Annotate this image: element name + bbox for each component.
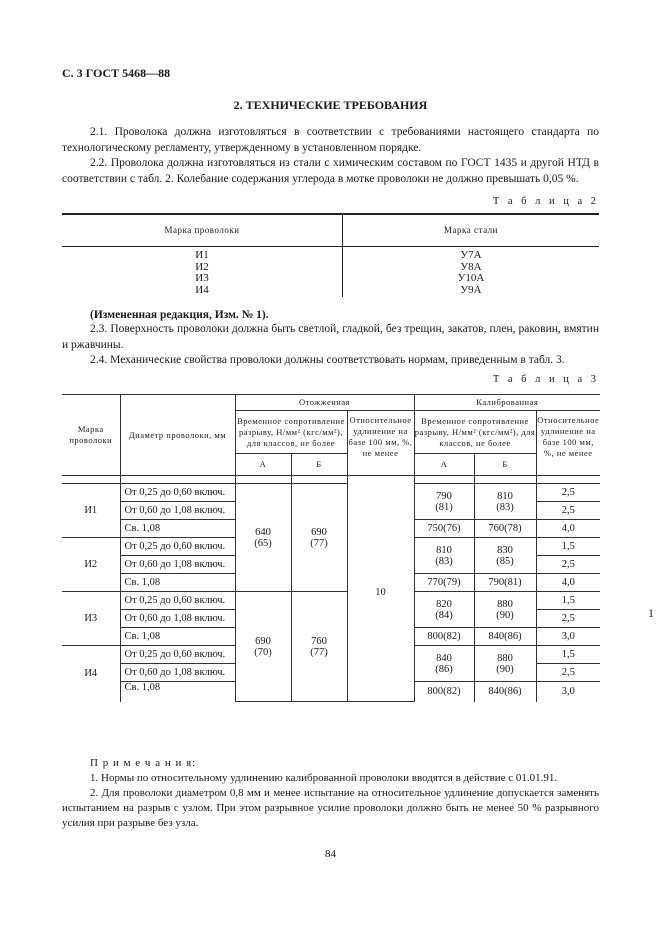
table-3-calibrated-elongation-cell: 2,5: [536, 556, 600, 574]
table-3-diameter-cell: От 0,60 до 1,08 включ.: [120, 664, 235, 682]
table-3-calibrated-a-cell: 800(82): [414, 682, 474, 702]
table-2-wire-cell: И1: [195, 249, 209, 261]
table-3-annealed-header: Отожженная: [235, 395, 414, 411]
table-3-diameter-cell: От 0,25 до 0,60 включ.: [120, 646, 235, 664]
table-3-calibrated-elongation-cell: 3,0: [536, 682, 600, 702]
table-3-diameter-cell: От 0,25 до 0,60 включ.: [120, 538, 235, 556]
table-2-header-rule: [62, 246, 599, 247]
table-2-wire-cell: И3: [195, 272, 209, 284]
page-number: 84: [325, 848, 336, 860]
table-3-calibrated-elongation-cell: 4,0: [536, 520, 600, 538]
table-3-calibrated-elongation-cell: 1,5: [536, 592, 600, 610]
table-3-calibrated-b-cell: 880 (90): [474, 592, 536, 628]
note-2: 2. Для проволоки диаметром 0,8 мм и менее испытание на относительное удлинение допускается заменять испытанием на разрыв с узлом. При этом разрывное усилие проволоки должно быть не менее 50 % разрывного усилия при разрыве без узла.: [62, 787, 599, 829]
table-3: [62, 394, 600, 702]
table-3-class-a-header: А: [235, 454, 291, 476]
table-3-mark-cell: И1: [62, 484, 120, 538]
table-3-calibrated-b-cell: 840(86): [474, 628, 536, 646]
table-3-calibrated-a-cell: 770(79): [414, 574, 474, 592]
table-3-diameter-cell: От 0,60 до 1,08 включ.: [120, 502, 235, 520]
table-3-calibrated-elongation-cell: 1,5: [536, 646, 600, 664]
paragraph-2-4: 2.4. Механические свойства проволоки должны соответствовать нормам, приведенным в табл. 3.: [90, 354, 565, 366]
note-1: 1. Нормы по относительному удлинению калиброванной проволоки вводятся в действие с 01.01.91.: [90, 772, 558, 784]
table-3-annealed-strength-header: Временное сопротивление разрыву, Н/мм² (кгс/мм²), для классов, не более: [235, 411, 347, 454]
table-3-diameter-cell: Св. 1,08: [120, 682, 235, 702]
table-2-steel-cell: У7А: [460, 249, 482, 261]
table-3-mark-cell: И4: [62, 646, 120, 702]
table-3-annealed-a-cell: 640 (65): [235, 484, 291, 592]
table-2-col-steel-header: Марка стали: [444, 225, 498, 235]
table-3-calibrated-elongation-header: Относительное удлинение на базе 100 мм, %, не менее: [536, 411, 600, 476]
table-3-calibrated-elongation-cell: 2,5: [536, 502, 600, 520]
table-3-calibrated-header: Калиброванная: [414, 395, 600, 411]
table-3-calibrated-a-cell: 820 (84): [414, 592, 474, 628]
table-3-calibrated-elongation-cell: 3,0: [536, 628, 600, 646]
table-3-mark-cell: И3: [62, 592, 120, 646]
table-3-annealed-b-cell: 760 (77): [291, 592, 347, 702]
table-2-steel-cell: У9А: [460, 283, 482, 296]
table-3-annealed-elongation-cell: 10: [347, 484, 414, 702]
table-3-diameter-cell: Св. 1,08: [120, 574, 235, 592]
table-3-calibrated-b-cell: 810 (83): [474, 484, 536, 520]
table-3-mark-cell: И2: [62, 538, 120, 592]
table-3-diameter-cell: От 0,60 до 1,08 включ.: [120, 556, 235, 574]
table-3-calibrated-a-cell: 800(82): [414, 628, 474, 646]
table-3-calibrated-strength-header: Временное сопротивление разрыву, Н/мм² (кгс/мм²), для классов, не более: [414, 411, 536, 454]
table-3-calibrated-b-cell: 760(78): [474, 520, 536, 538]
table-2-wire-cell: И4: [195, 283, 209, 296]
revision-note: (Измененная редакция, Изм. № 1).: [90, 309, 269, 321]
table-3-annealed-a-cell: 690 (70): [235, 592, 291, 702]
table-3-diameter-cell: Св. 1,08: [120, 628, 235, 646]
table-3-calibrated-a-cell: 750(76): [414, 520, 474, 538]
table-3-label: Т а б л и ц а 3: [492, 374, 599, 385]
table-3-mark-header: Марка проволоки: [62, 395, 120, 476]
table-3-calibrated-a-cell: 790 (81): [414, 484, 474, 520]
table-2-steel-cell: У10А: [457, 272, 485, 284]
table-3-diameter-cell: От 0,25 до 0,60 включ.: [120, 484, 235, 502]
table-3-annealed-b-cell: 690 (77): [291, 484, 347, 592]
table-2-top-rule: [62, 213, 599, 215]
table-3-class-a-header: А: [414, 454, 474, 476]
table-3-calibrated-elongation-cell: 2,5: [536, 610, 600, 628]
table-2-label: Т а б л и ц а 2: [492, 196, 599, 207]
table-3-calibrated-b-cell: 830 (85): [474, 538, 536, 574]
table-3-calibrated-elongation-cell: 2,5: [536, 664, 600, 682]
page-header: С. 3 ГОСТ 5468—88: [62, 66, 171, 80]
table-3-calibrated-a-cell: 840 (86): [414, 646, 474, 682]
table-3-calibrated-b-cell: 880 (90): [474, 646, 536, 682]
table-3-diameter-header: Диаметр проволоки, мм: [120, 395, 235, 476]
table-3-calibrated-elongation-cell: 1,5: [536, 538, 600, 556]
table-3-diameter-cell: Св. 1,08: [120, 520, 235, 538]
margin-mark: 1: [648, 606, 654, 620]
table-2-col-wire-header: Марка проволоки: [164, 225, 240, 235]
table-3-calibrated-a-cell: 810 (83): [414, 538, 474, 574]
table-3-class-b-header: Б: [474, 454, 536, 476]
table-3-calibrated-b-cell: 790(81): [474, 574, 536, 592]
paragraph-2-1: 2.1. Проволока должна изготовляться в соответствии с требованиями настоящего стандарта по технологическому регламенту, утвержденному в установленном порядке.: [62, 126, 599, 154]
table-3-calibrated-elongation-cell: 2,5: [536, 484, 600, 502]
table-3-calibrated-b-cell: 840(86): [474, 682, 536, 702]
table-3-diameter-cell: От 0,25 до 0,60 включ.: [120, 592, 235, 610]
paragraph-2-3: 2.3. Поверхность проволоки должна быть светлой, гладкой, без трещин, закатов, плен, раковин, вмятин и ржавчины.: [62, 323, 599, 351]
section-title: 2. ТЕХНИЧЕСКИЕ ТРЕБОВАНИЯ: [233, 98, 428, 112]
table-3-diameter-cell: От 0,60 до 1,08 включ.: [120, 610, 235, 628]
table-2-wire-cell: И2: [195, 260, 209, 273]
table-3-class-b-header: Б: [291, 454, 347, 476]
table-2-steel-cell: У8А: [460, 260, 482, 273]
table-3-calibrated-elongation-cell: 4,0: [536, 574, 600, 592]
paragraph-2-2: 2.2. Проволока должна изготовляться из стали с химическим составом по ГОСТ 1435 и другой НТД в соответствии с табл. 2. Колебание содержания углерода в мотке проволоки не должно превышать 0,05 %.: [62, 157, 599, 185]
notes-title: П р и м е ч а н и я:: [90, 757, 197, 769]
table-3-annealed-elongation-header: Относительное удлинение на базе 100 мм, %, не менее: [347, 411, 414, 476]
